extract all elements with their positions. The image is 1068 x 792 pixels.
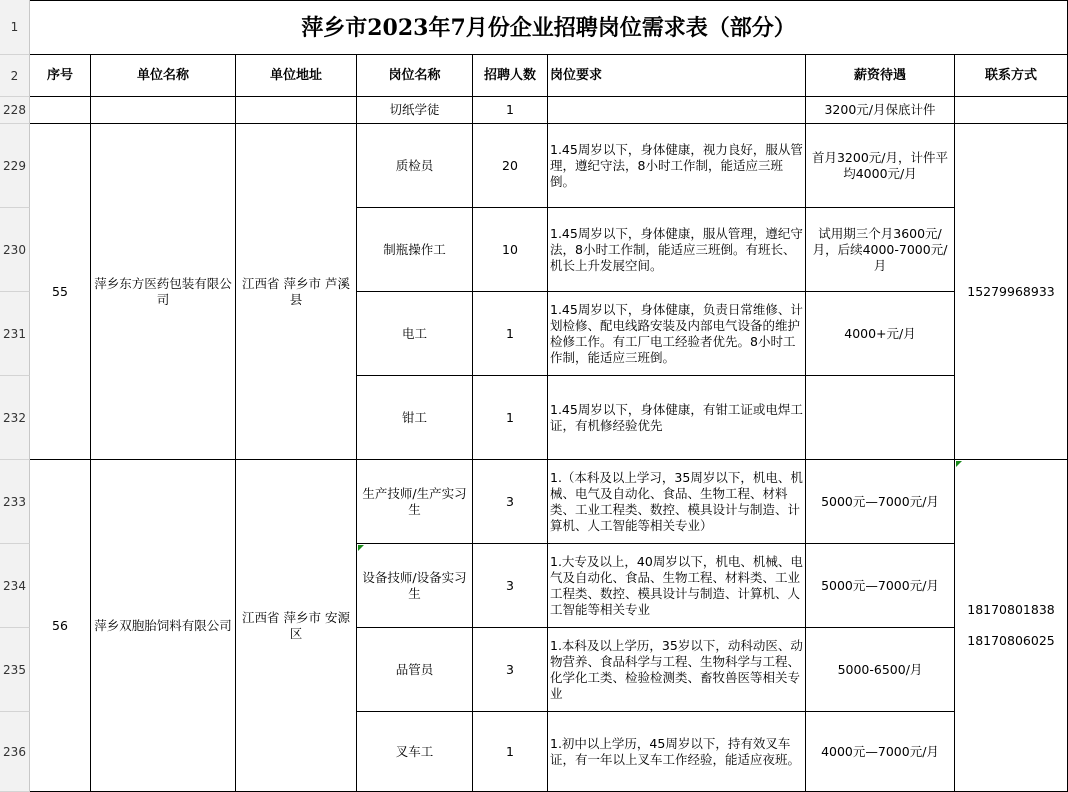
- position-cell[interactable]: 切纸学徒: [357, 97, 473, 124]
- header-salary[interactable]: 薪资待遇: [806, 55, 955, 97]
- header-requirements[interactable]: 岗位要求: [548, 55, 806, 97]
- address-cell[interactable]: [236, 97, 357, 124]
- comment-marker[interactable]: [358, 545, 364, 551]
- row-number[interactable]: 230: [0, 208, 30, 292]
- row-number[interactable]: 2: [0, 55, 30, 97]
- position-cell[interactable]: 品管员: [357, 628, 473, 712]
- row-number[interactable]: 233: [0, 460, 30, 544]
- position-cell[interactable]: 钳工: [357, 376, 473, 460]
- requirements-cell[interactable]: 1.（本科及以上学习，35周岁以下，机电、机械、电气及自动化、食品、生物工程、材料类、工业工程类、数控、模具设计与制造、计算机、人工智能等相关专业）: [548, 460, 806, 544]
- salary-cell[interactable]: 4000元—7000元/月: [806, 712, 955, 792]
- requirements-cell[interactable]: 1.45周岁以下，身体健康，有钳工证或电焊工证，有机修经验优先: [548, 376, 806, 460]
- count-cell[interactable]: 10: [473, 208, 548, 292]
- count-cell[interactable]: 1: [473, 376, 548, 460]
- count-cell[interactable]: 1: [473, 97, 548, 124]
- contact-cell[interactable]: [955, 97, 1068, 124]
- seq-cell[interactable]: [30, 97, 91, 124]
- requirements-cell[interactable]: [548, 97, 806, 124]
- row-number[interactable]: 234: [0, 544, 30, 628]
- company-cell[interactable]: 萍乡东方医药包装有限公司: [91, 124, 236, 460]
- salary-cell[interactable]: 首月3200元/月，计件平均4000元/月: [806, 124, 955, 208]
- position-cell[interactable]: 制瓶操作工: [357, 208, 473, 292]
- count-cell[interactable]: 3: [473, 628, 548, 712]
- requirements-cell[interactable]: 1.45周岁以下，身体健康，负责日常维修、计划检修、配电线路安装及内部电气设备的维护检修工作。有工厂电工经验者优先。8小时工作制，能适应三班倒。: [548, 292, 806, 376]
- position-cell[interactable]: 电工: [357, 292, 473, 376]
- header-count[interactable]: 招聘人数: [473, 55, 548, 97]
- salary-cell[interactable]: 3200元/月保底计件: [806, 97, 955, 124]
- seq-cell[interactable]: 55: [30, 124, 91, 460]
- row-number[interactable]: 236: [0, 712, 30, 792]
- header-position[interactable]: 岗位名称: [357, 55, 473, 97]
- position-cell[interactable]: 生产技师/生产实习生: [357, 460, 473, 544]
- row-number[interactable]: 229: [0, 124, 30, 208]
- row-number[interactable]: 235: [0, 628, 30, 712]
- salary-cell[interactable]: 试用期三个月3600元/月，后续4000-7000元/月: [806, 208, 955, 292]
- requirements-cell[interactable]: 1.初中以上学历，45周岁以下，持有效叉车证，有一年以上叉车工作经验，能适应夜班。: [548, 712, 806, 792]
- requirements-cell[interactable]: 1.大专及以上，40周岁以下，机电、机械、电气及自动化、食品、生物工程、材料类、工业工程类、数控、模具设计与制造、计算机、人工智能等相关专业: [548, 544, 806, 628]
- position-cell[interactable]: 叉车工: [357, 712, 473, 792]
- count-cell[interactable]: 1: [473, 712, 548, 792]
- address-cell[interactable]: 江西省 萍乡市 安源区: [236, 460, 357, 792]
- salary-cell[interactable]: 4000+元/月: [806, 292, 955, 376]
- row-number[interactable]: 232: [0, 376, 30, 460]
- company-cell[interactable]: 萍乡双胞胎饲料有限公司: [91, 460, 236, 792]
- position-cell[interactable]: 设备技师/设备实习生: [357, 544, 473, 628]
- requirements-cell[interactable]: 1.本科及以上学历，35岁以下，动科动医、动物营养、食品科学与工程、生物科学与工程、化学化工类、检验检测类、畜牧兽医等相关专业: [548, 628, 806, 712]
- requirements-cell[interactable]: 1.45周岁以下，身体健康，视力良好，服从管理，遵纪守法，8小时工作制，能适应三班倒。: [548, 124, 806, 208]
- position-cell[interactable]: 质检员: [357, 124, 473, 208]
- row-number[interactable]: 231: [0, 292, 30, 376]
- contact-list: [967, 602, 1054, 649]
- salary-cell[interactable]: 5000元—7000元/月: [806, 544, 955, 628]
- count-cell[interactable]: 3: [473, 544, 548, 628]
- contact-phone: 18170801838: [967, 602, 1055, 617]
- count-cell[interactable]: 20: [473, 124, 548, 208]
- header-seq[interactable]: 序号: [30, 55, 91, 97]
- company-cell[interactable]: [91, 97, 236, 124]
- header-contact[interactable]: 联系方式: [955, 55, 1068, 97]
- address-cell[interactable]: 江西省 萍乡市 芦溪县: [236, 124, 357, 460]
- contact-phone: 18170806025: [967, 633, 1055, 648]
- salary-cell[interactable]: 5000元—7000元/月: [806, 460, 955, 544]
- salary-cell[interactable]: 5000-6500/月: [806, 628, 955, 712]
- count-cell[interactable]: 3: [473, 460, 548, 544]
- count-cell[interactable]: 1: [473, 292, 548, 376]
- comment-marker[interactable]: [956, 461, 962, 467]
- seq-cell[interactable]: 56: [30, 460, 91, 792]
- requirements-cell[interactable]: 1.45周岁以下，身体健康，服从管理，遵纪守法，8小时工作制，能适应三班倒。有班长、机长上升发展空间。: [548, 208, 806, 292]
- salary-cell[interactable]: [806, 376, 955, 460]
- header-company[interactable]: 单位名称: [91, 55, 236, 97]
- row-number[interactable]: 1: [0, 0, 30, 55]
- contact-cell[interactable]: [955, 460, 1068, 792]
- contact-cell[interactable]: 15279968933: [955, 124, 1068, 460]
- header-address[interactable]: 单位地址: [236, 55, 357, 97]
- sheet-title[interactable]: 萍乡市2023年7月份企业招聘岗位需求表（部分）: [30, 0, 1068, 55]
- row-number[interactable]: 228: [0, 97, 30, 124]
